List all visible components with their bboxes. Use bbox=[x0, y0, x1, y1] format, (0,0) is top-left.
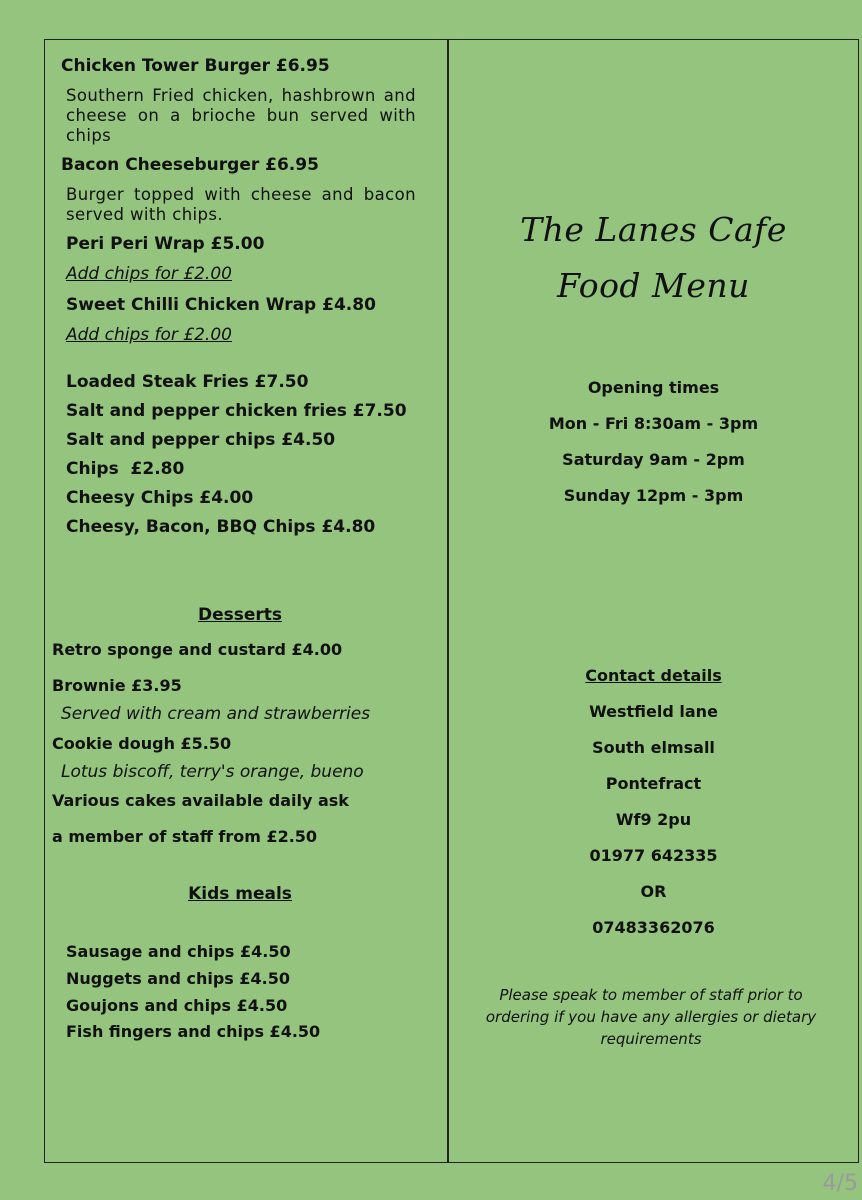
kids-item: Sausage and chips £4.50 bbox=[66, 942, 291, 961]
dessert-brownie: Brownie £3.95 bbox=[52, 676, 182, 695]
item-bacon-cheeseburger: Bacon Cheeseburger £6.95 bbox=[61, 155, 319, 175]
item-peri-peri-wrap: Peri Peri Wrap £5.00 bbox=[66, 234, 265, 254]
desc-chicken-tower-burger: Southern Fried chicken, hashbrown and cheese on a brioche bun served with chips bbox=[66, 86, 416, 145]
opening-sunday: Sunday 12pm - 3pm bbox=[563, 486, 744, 505]
fries-item: Loaded Steak Fries £7.50 bbox=[66, 372, 309, 392]
page-indicator: 4/5 bbox=[822, 1171, 858, 1196]
opening-times-heading: Opening times bbox=[587, 378, 720, 397]
dessert-cookie-dough: Cookie dough £5.50 bbox=[52, 734, 232, 753]
item-chicken-tower-burger: Chicken Tower Burger £6.95 bbox=[61, 56, 330, 76]
fries-item: Cheesy Chips £4.00 bbox=[66, 488, 254, 508]
kids-item: Fish fingers and chips £4.50 bbox=[66, 1022, 321, 1041]
addon-sweet-chilli-wrap: Add chips for £2.00 bbox=[66, 325, 232, 345]
contact-town: Pontefract bbox=[605, 774, 702, 793]
fries-item: Salt and pepper chicken fries £7.50 bbox=[66, 401, 407, 421]
cafe-title: The Lanes Cafe bbox=[520, 210, 787, 249]
dessert-cookie-dough-desc: Lotus biscoff, terry's orange, bueno bbox=[61, 762, 364, 782]
contact-or: OR bbox=[640, 882, 667, 901]
desc-bacon-cheeseburger: Burger topped with cheese and bacon served with chips. bbox=[66, 185, 416, 224]
fries-item: Chips £2.80 bbox=[66, 459, 185, 479]
menu-title: Food Menu bbox=[557, 266, 750, 305]
contact-area: South elmsall bbox=[592, 738, 715, 757]
fries-item: Cheesy, Bacon, BBQ Chips £4.80 bbox=[66, 517, 376, 537]
dessert-cakes-line2: a member of staff from £2.50 bbox=[52, 827, 318, 846]
fries-item: Salt and pepper chips £4.50 bbox=[66, 430, 336, 450]
dessert-retro-sponge: Retro sponge and custard £4.00 bbox=[52, 640, 343, 659]
allergy-note: Please speak to member of staff prior to ordering if you have any allergies or dietary requirements bbox=[485, 986, 817, 1048]
kids-item: Nuggets and chips £4.50 bbox=[66, 969, 291, 988]
opening-weekdays: Mon - Fri 8:30am - 3pm bbox=[548, 414, 759, 433]
contact-street: Westfield lane bbox=[589, 702, 718, 721]
dessert-brownie-desc: Served with cream and strawberries bbox=[61, 704, 371, 724]
item-sweet-chilli-wrap: Sweet Chilli Chicken Wrap £4.80 bbox=[66, 295, 376, 315]
opening-saturday: Saturday 9am - 2pm bbox=[562, 450, 745, 469]
contact-postcode: Wf9 2pu bbox=[615, 810, 692, 829]
column-divider bbox=[447, 39, 449, 1163]
contact-phone-2: 07483362076 bbox=[592, 918, 715, 937]
contact-phone-1: 01977 642335 bbox=[589, 846, 718, 865]
dessert-cakes-line1: Various cakes available daily ask bbox=[52, 791, 349, 810]
kids-item: Goujons and chips £4.50 bbox=[66, 996, 288, 1015]
addon-peri-peri-wrap: Add chips for £2.00 bbox=[66, 264, 232, 284]
kids-meals-heading: Kids meals bbox=[188, 884, 292, 904]
desserts-heading: Desserts bbox=[197, 605, 283, 625]
contact-heading: Contact details bbox=[585, 666, 722, 685]
